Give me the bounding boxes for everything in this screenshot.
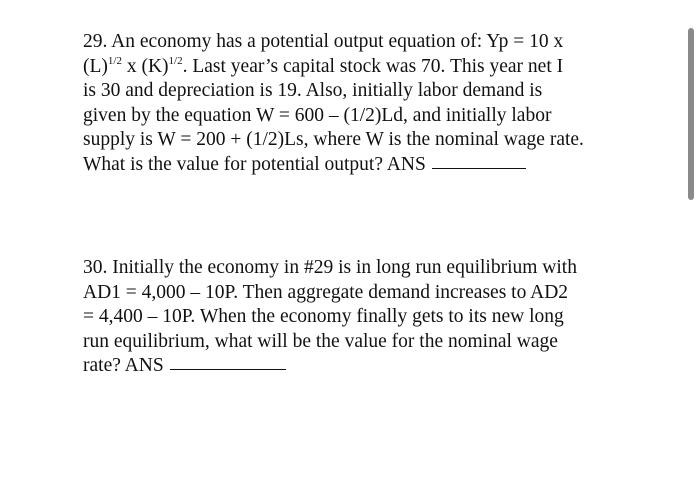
q29-line-3: is 30 and depreciation is 19. Also, initially labor demand is bbox=[83, 80, 543, 102]
q29-answer-blank bbox=[432, 167, 526, 169]
q30-line-5 bbox=[83, 354, 683, 379]
labor-exponent: 1/2 bbox=[107, 54, 122, 67]
q29-line-1-text: 29. An economy has a potential output equation of: Yp = 10 x bbox=[83, 31, 564, 52]
q29-line-1 bbox=[83, 30, 683, 55]
q30-line-2: AD1 = 4,000 – 10P. Then aggregate demand increases to AD2 bbox=[83, 281, 569, 303]
q29-line-2 bbox=[83, 55, 683, 80]
q30-answer-blank bbox=[170, 368, 286, 370]
q29-prompt: What is the value for potential output? ANS bbox=[83, 153, 426, 175]
q30-line-3: = 4,400 – 10P. When the economy finally gets to its new long bbox=[83, 306, 564, 328]
capital-exponent: 1/2 bbox=[168, 54, 183, 67]
capital-term: x (K) bbox=[121, 55, 169, 77]
question-29 bbox=[83, 30, 683, 178]
q30-prompt: rate? ANS bbox=[83, 355, 164, 377]
vertical-scrollbar[interactable] bbox=[688, 28, 694, 200]
question-30 bbox=[83, 256, 683, 379]
q29-line-5: supply is W = 200 + (1/2)Ls, where W is the nominal wage rate. bbox=[83, 129, 584, 151]
q29-line-2-text: . Last year’s capital stock was 70. This year net I bbox=[182, 55, 564, 77]
labor-term: (L) bbox=[83, 55, 108, 77]
q30-line-1: 30. Initially the economy in #29 is in long run equilibrium with bbox=[83, 257, 577, 278]
q29-line-4: given by the equation W = 600 – (1/2)Ld, and initially labor bbox=[83, 104, 552, 126]
q29-line-6 bbox=[83, 153, 683, 178]
q30-line-4: run equilibrium, what will be the value for the nominal wage bbox=[83, 330, 558, 352]
